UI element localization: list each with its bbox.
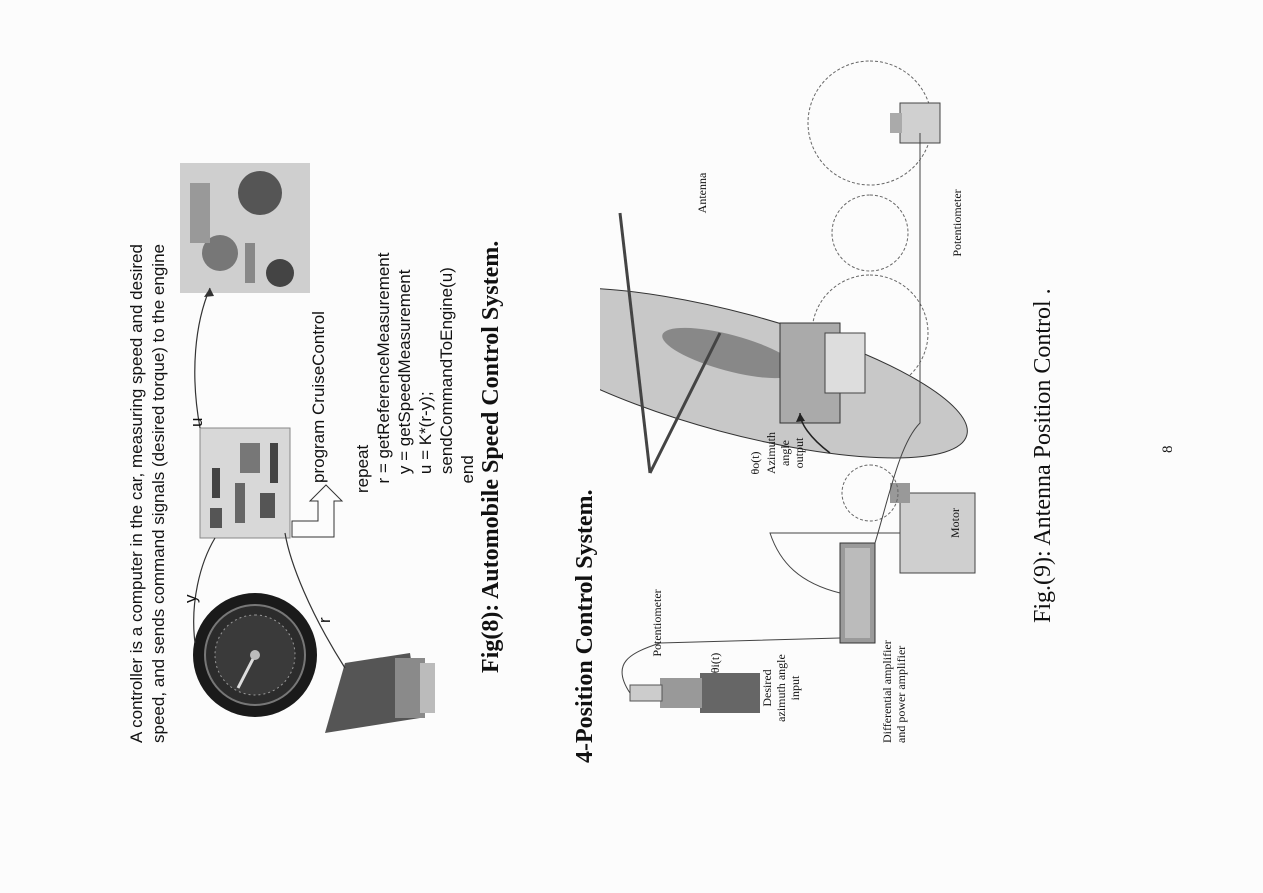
output-potentiometer-label: Potentiometer (950, 189, 964, 257)
motor-image (890, 483, 975, 573)
code-block (352, 253, 478, 493)
signal-r-label: r (315, 617, 334, 623)
fig9-illustration (600, 0, 1020, 893)
theta-i-label: θi(t) (708, 652, 722, 674)
fig9-caption: Fig.(9): Antenna Position Control . (1030, 288, 1056, 623)
desired-input-label (760, 638, 802, 738)
code-line: end (458, 455, 477, 493)
theta-o-label: θo(t) (748, 451, 762, 475)
amplifier-label (880, 583, 908, 743)
code-line: y = getSpeedMeasurement (395, 269, 414, 493)
fig8-caption: Fig(8): Automobile Speed Control System. (478, 240, 504, 673)
desired-line2: azimuth angle (774, 654, 788, 722)
azimuth-line3: output (792, 437, 806, 469)
code-line: repeat (353, 444, 372, 493)
motor-label: Motor (948, 508, 962, 538)
code-line: sendCommandToEngine(u) (437, 267, 456, 493)
desired-line3: input (788, 675, 802, 701)
program-title: program CruiseControl (309, 311, 328, 483)
azimuth-line1: Azimuth (764, 432, 778, 474)
code-line: r = getReferenceMeasurement (374, 252, 393, 493)
desired-line1: Desired (760, 669, 774, 707)
reference-sensor-image (325, 653, 435, 733)
fig8-intro-line2: speed, and sends command signals (desired torque) to the engine (149, 244, 168, 743)
page-number: 8 (1160, 445, 1176, 453)
speedometer-image (193, 593, 317, 717)
fig8-intro-line1: A controller is a computer in the car, measuring speed and desired (127, 244, 146, 743)
output-potentiometer-image (890, 103, 940, 143)
input-potentiometer-label: Potentiometer (650, 589, 664, 657)
antenna-label: Antenna (695, 172, 709, 214)
amplifier-line2: and power amplifier (894, 645, 908, 743)
azimuth-line2: angle (778, 440, 792, 466)
amplifier-line1: Differential amplifier (880, 640, 894, 743)
engine-image (180, 163, 310, 293)
signal-u-label: u (187, 417, 206, 427)
code-line: u = K*(r-y); (416, 391, 435, 493)
amplifier-box-image (840, 543, 875, 643)
input-potentiometer-image (630, 673, 760, 713)
azimuth-output-label (764, 423, 806, 483)
signal-y-label: y (181, 594, 200, 603)
section-heading: 4-Position Control System. (572, 489, 598, 763)
controller-board-image (200, 428, 290, 538)
